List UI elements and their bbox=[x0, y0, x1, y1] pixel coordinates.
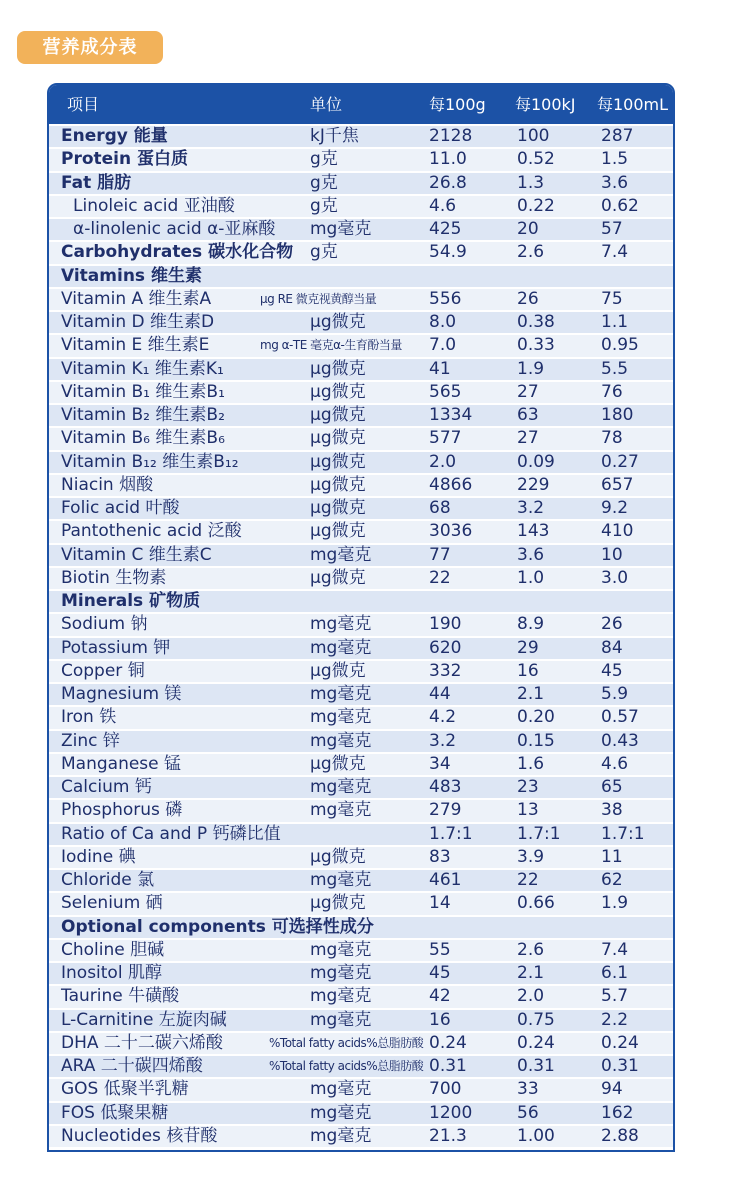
row-value-per-100kj: 0.15 bbox=[517, 730, 555, 751]
row-value-per-100g: 4866 bbox=[429, 474, 473, 495]
table-row bbox=[49, 963, 673, 984]
table-row bbox=[49, 777, 673, 798]
row-value-per-100g: 41 bbox=[429, 358, 451, 379]
row-name: ARA 二十碳四烯酸 bbox=[61, 1056, 203, 1076]
row-name: Magnesium 镁 bbox=[61, 684, 182, 704]
row-value-per-100g: 565 bbox=[429, 381, 462, 402]
row-value-per-100kj: 229 bbox=[517, 474, 550, 495]
row-value-per-100ml: 657 bbox=[601, 474, 634, 495]
row-value-per-100g: 14 bbox=[429, 893, 451, 914]
nutrition-table bbox=[47, 83, 675, 1152]
header-per-100g: 每100g bbox=[429, 95, 486, 114]
row-value-per-100ml: 0.31 bbox=[601, 1056, 639, 1076]
row-value-per-100g: 620 bbox=[429, 637, 462, 658]
table-row bbox=[49, 1126, 673, 1147]
row-unit: mg毫克 bbox=[310, 1009, 372, 1030]
row-unit: mg毫克 bbox=[310, 730, 372, 751]
row-value-per-100ml: 410 bbox=[601, 521, 634, 542]
table-row bbox=[49, 498, 673, 519]
row-value-per-100kj: 23 bbox=[517, 777, 539, 797]
row-value-per-100ml: 6.1 bbox=[601, 963, 629, 983]
row-value-per-100kj: 56 bbox=[517, 1102, 539, 1123]
table-row bbox=[49, 196, 673, 217]
table-row bbox=[49, 428, 673, 449]
row-value-per-100kj: 0.66 bbox=[517, 893, 555, 914]
table-row bbox=[49, 266, 673, 287]
row-value-per-100kj: 100 bbox=[517, 126, 550, 146]
row-value-per-100ml: 75 bbox=[601, 288, 623, 309]
row-value-per-100kj: 16 bbox=[517, 660, 539, 681]
row-name: Pantothenic acid 泛酸 bbox=[61, 521, 242, 542]
row-value-per-100kj: 0.31 bbox=[517, 1056, 555, 1076]
table-row bbox=[49, 870, 673, 891]
row-value-per-100kj: 1.7:1 bbox=[517, 823, 561, 844]
row-value-per-100g: 2128 bbox=[429, 126, 473, 146]
row-unit: mg毫克 bbox=[310, 1125, 372, 1146]
row-name: Linoleic acid 亚油酸 bbox=[73, 195, 235, 216]
row-value-per-100g: 483 bbox=[429, 777, 462, 797]
row-name: Vitamin B₂ 维生素B₂ bbox=[61, 405, 225, 425]
table-row bbox=[49, 824, 673, 845]
row-value-per-100ml: 62 bbox=[601, 870, 623, 890]
row-value-per-100kj: 0.24 bbox=[517, 1032, 555, 1053]
row-unit: μg微克 bbox=[310, 521, 366, 542]
row-unit: μg微克 bbox=[310, 381, 366, 402]
row-value-per-100ml: 10 bbox=[601, 544, 623, 565]
row-unit: μg微克 bbox=[310, 405, 366, 425]
row-value-per-100g: 279 bbox=[429, 800, 462, 821]
row-value-per-100kj: 1.0 bbox=[517, 567, 545, 588]
row-value-per-100g: 4.2 bbox=[429, 707, 457, 728]
table-row bbox=[49, 614, 673, 635]
row-value-per-100g: 425 bbox=[429, 219, 462, 239]
row-unit: mg毫克 bbox=[310, 800, 372, 821]
row-unit: μg微克 bbox=[310, 753, 366, 774]
row-value-per-100ml: 65 bbox=[601, 777, 623, 797]
row-unit: μg微克 bbox=[310, 474, 366, 495]
table-row bbox=[49, 452, 673, 473]
row-value-per-100ml: 0.27 bbox=[601, 451, 639, 472]
row-value-per-100g: 0.24 bbox=[429, 1032, 467, 1053]
row-unit: μg微克 bbox=[310, 428, 366, 449]
table-row bbox=[49, 940, 673, 961]
row-unit: mg α-TE 毫克α-生育酚当量 bbox=[260, 338, 402, 353]
table-row bbox=[49, 638, 673, 659]
row-unit: mg毫克 bbox=[310, 963, 372, 983]
header-unit: 单位 bbox=[310, 95, 343, 114]
row-value-per-100ml: 78 bbox=[601, 428, 623, 449]
row-unit: μg微克 bbox=[310, 358, 366, 379]
table-row bbox=[49, 545, 673, 566]
row-name: Nucleotides 核苷酸 bbox=[61, 1125, 218, 1146]
row-value-per-100ml: 180 bbox=[601, 405, 634, 425]
row-value-per-100g: 556 bbox=[429, 288, 462, 309]
row-unit: mg毫克 bbox=[310, 707, 372, 728]
row-value-per-100ml: 45 bbox=[601, 660, 623, 681]
row-name: Folic acid 叶酸 bbox=[61, 498, 180, 518]
row-value-per-100kj: 0.22 bbox=[517, 195, 555, 216]
table-row bbox=[49, 1033, 673, 1054]
row-name: Ratio of Ca and P 钙磷比值 bbox=[61, 823, 281, 844]
table-row bbox=[49, 591, 673, 612]
row-name: Vitamins 维生素 bbox=[61, 265, 202, 286]
row-name: Optional components 可选择性成分 bbox=[61, 916, 374, 937]
row-name: Vitamin B₁ 维生素B₁ bbox=[61, 381, 225, 402]
row-value-per-100g: 1334 bbox=[429, 405, 473, 425]
row-unit: g克 bbox=[310, 149, 338, 170]
row-value-per-100kj: 26 bbox=[517, 288, 539, 309]
row-unit: mg毫克 bbox=[310, 544, 372, 565]
table-row bbox=[49, 1079, 673, 1100]
row-unit: μg微克 bbox=[310, 567, 366, 588]
row-value-per-100kj: 3.9 bbox=[517, 846, 545, 867]
row-value-per-100g: 68 bbox=[429, 498, 451, 518]
row-value-per-100g: 2.0 bbox=[429, 451, 457, 472]
row-value-per-100kj: 0.52 bbox=[517, 149, 555, 170]
row-value-per-100ml: 76 bbox=[601, 381, 623, 402]
row-value-per-100ml: 9.2 bbox=[601, 498, 629, 518]
row-name: Vitamin E 维生素E bbox=[61, 335, 210, 356]
row-name: Biotin 生物素 bbox=[61, 567, 167, 588]
row-unit: mg毫克 bbox=[310, 637, 372, 658]
row-value-per-100kj: 63 bbox=[517, 405, 539, 425]
row-unit: g克 bbox=[310, 242, 338, 263]
table-row bbox=[49, 126, 673, 147]
row-value-per-100g: 190 bbox=[429, 614, 462, 635]
table-row bbox=[49, 335, 673, 356]
row-value-per-100kj: 13 bbox=[517, 800, 539, 821]
row-unit: μg微克 bbox=[310, 451, 366, 472]
table-row bbox=[49, 242, 673, 263]
row-name: Zinc 锌 bbox=[61, 730, 120, 751]
row-value-per-100ml: 3.0 bbox=[601, 567, 629, 588]
row-unit: μg微克 bbox=[310, 893, 366, 914]
table-row bbox=[49, 149, 673, 170]
row-unit: %Total fatty acids%总脂肪酸 bbox=[269, 1035, 424, 1050]
table-row bbox=[49, 917, 673, 938]
row-value-per-100kj: 29 bbox=[517, 637, 539, 658]
row-value-per-100ml: 84 bbox=[601, 637, 623, 658]
row-value-per-100kj: 2.1 bbox=[517, 684, 545, 704]
row-name: Inositol 肌醇 bbox=[61, 963, 162, 983]
table-row bbox=[49, 359, 673, 380]
row-value-per-100ml: 0.95 bbox=[601, 335, 639, 356]
row-name: Copper 铜 bbox=[61, 660, 145, 681]
row-value-per-100kj: 0.38 bbox=[517, 312, 555, 332]
row-value-per-100ml: 287 bbox=[601, 126, 634, 146]
row-name: Vitamin B₆ 维生素B₆ bbox=[61, 428, 225, 449]
row-value-per-100kj: 2.6 bbox=[517, 242, 545, 263]
row-name: Energy 能量 bbox=[61, 126, 168, 146]
row-unit: μg RE 微克视黄醇当量 bbox=[260, 291, 377, 306]
row-value-per-100g: 22 bbox=[429, 567, 451, 588]
row-value-per-100ml: 0.43 bbox=[601, 730, 639, 751]
header-per-100kj: 每100kJ bbox=[515, 95, 576, 114]
table-row bbox=[49, 382, 673, 403]
row-unit: %Total fatty acids%总脂肪酸 bbox=[269, 1059, 424, 1073]
table-row bbox=[49, 731, 673, 752]
row-value-per-100g: 11.0 bbox=[429, 149, 467, 170]
table-row bbox=[49, 405, 673, 426]
row-name: Selenium 硒 bbox=[61, 893, 163, 914]
table-row bbox=[49, 661, 673, 682]
table-row bbox=[49, 847, 673, 868]
row-value-per-100ml: 1.1 bbox=[601, 312, 629, 332]
row-unit: μg微克 bbox=[310, 660, 366, 681]
row-name: Calcium 钙 bbox=[61, 777, 152, 797]
row-value-per-100ml: 5.7 bbox=[601, 986, 629, 1007]
row-value-per-100ml: 38 bbox=[601, 800, 623, 821]
row-unit: g克 bbox=[310, 195, 338, 216]
table-row bbox=[49, 754, 673, 775]
row-value-per-100g: 3036 bbox=[429, 521, 473, 542]
row-name: Vitamin C 维生素C bbox=[61, 544, 212, 565]
row-value-per-100ml: 1.5 bbox=[601, 149, 629, 170]
row-name: Niacin 烟酸 bbox=[61, 474, 154, 495]
row-unit: kJ千焦 bbox=[310, 126, 359, 146]
table-row bbox=[49, 1056, 673, 1077]
table-row bbox=[49, 219, 673, 240]
row-value-per-100g: 54.9 bbox=[429, 242, 467, 263]
table-row bbox=[49, 312, 673, 333]
row-value-per-100kj: 1.6 bbox=[517, 753, 545, 774]
row-value-per-100g: 45 bbox=[429, 963, 451, 983]
table-row bbox=[49, 986, 673, 1007]
row-value-per-100g: 461 bbox=[429, 870, 462, 890]
row-unit: mg毫克 bbox=[310, 614, 372, 635]
row-unit: mg毫克 bbox=[310, 219, 372, 239]
row-value-per-100ml: 1.7:1 bbox=[601, 823, 645, 844]
row-value-per-100g: 26.8 bbox=[429, 172, 467, 193]
row-name: GOS 低聚半乳糖 bbox=[61, 1079, 189, 1100]
table-row bbox=[49, 893, 673, 914]
row-name: Manganese 锰 bbox=[61, 753, 182, 774]
row-value-per-100ml: 0.62 bbox=[601, 195, 639, 216]
row-value-per-100ml: 1.9 bbox=[601, 893, 629, 914]
row-name: L-Carnitine 左旋肉碱 bbox=[61, 1009, 227, 1030]
row-value-per-100kj: 0.33 bbox=[517, 335, 555, 356]
row-unit: mg毫克 bbox=[310, 1102, 372, 1123]
row-value-per-100ml: 7.4 bbox=[601, 939, 629, 960]
table-row bbox=[49, 475, 673, 496]
row-name: Iodine 碘 bbox=[61, 846, 136, 867]
row-value-per-100g: 34 bbox=[429, 753, 451, 774]
table-row bbox=[49, 173, 673, 194]
row-unit: μg微克 bbox=[310, 312, 366, 332]
row-name: Carbohydrates 碳水化合物 bbox=[61, 242, 294, 263]
row-name: Minerals 矿物质 bbox=[61, 591, 201, 611]
table-row bbox=[49, 521, 673, 542]
row-name: Chloride 氯 bbox=[61, 870, 155, 890]
row-value-per-100ml: 5.5 bbox=[601, 358, 629, 379]
row-name: Vitamin D 维生素D bbox=[61, 312, 215, 332]
row-value-per-100g: 700 bbox=[429, 1079, 462, 1100]
row-value-per-100kj: 8.9 bbox=[517, 614, 545, 635]
row-value-per-100ml: 7.4 bbox=[601, 242, 629, 263]
row-value-per-100kj: 2.0 bbox=[517, 986, 545, 1007]
table-row bbox=[49, 568, 673, 589]
row-name: Fat 脂肪 bbox=[61, 172, 132, 193]
table-row bbox=[49, 289, 673, 310]
row-value-per-100ml: 4.6 bbox=[601, 753, 629, 774]
row-unit: mg毫克 bbox=[310, 777, 372, 797]
header-per-100ml: 每100mL bbox=[597, 95, 669, 114]
row-value-per-100ml: 11 bbox=[601, 846, 623, 867]
row-value-per-100kj: 3.2 bbox=[517, 498, 545, 518]
row-value-per-100ml: 3.6 bbox=[601, 172, 629, 193]
row-name: Vitamin A 维生素A bbox=[61, 288, 212, 309]
row-value-per-100kj: 33 bbox=[517, 1079, 539, 1100]
table-row bbox=[49, 684, 673, 705]
row-name: Choline 胆碱 bbox=[61, 939, 165, 960]
row-value-per-100g: 4.6 bbox=[429, 195, 457, 216]
row-unit: mg毫克 bbox=[310, 684, 372, 704]
row-value-per-100g: 42 bbox=[429, 986, 451, 1007]
row-unit: μg微克 bbox=[310, 846, 366, 867]
row-value-per-100g: 1.7:1 bbox=[429, 823, 473, 844]
row-value-per-100g: 21.3 bbox=[429, 1125, 467, 1146]
row-value-per-100kj: 22 bbox=[517, 870, 539, 890]
row-name: Taurine 牛磺酸 bbox=[61, 986, 180, 1007]
row-value-per-100ml: 162 bbox=[601, 1102, 634, 1123]
table-row bbox=[49, 707, 673, 728]
row-unit: g克 bbox=[310, 172, 338, 193]
row-value-per-100g: 55 bbox=[429, 939, 451, 960]
row-value-per-100kj: 1.3 bbox=[517, 172, 545, 193]
row-value-per-100g: 16 bbox=[429, 1009, 451, 1030]
row-name: Phosphorus 磷 bbox=[61, 800, 183, 821]
row-value-per-100g: 0.31 bbox=[429, 1056, 467, 1076]
row-value-per-100kj: 20 bbox=[517, 219, 539, 239]
row-value-per-100g: 1200 bbox=[429, 1102, 473, 1123]
row-value-per-100g: 332 bbox=[429, 660, 462, 681]
row-value-per-100g: 3.2 bbox=[429, 730, 457, 751]
row-unit: mg毫克 bbox=[310, 939, 372, 960]
row-value-per-100g: 577 bbox=[429, 428, 462, 449]
table-row bbox=[49, 800, 673, 821]
row-value-per-100kj: 0.75 bbox=[517, 1009, 555, 1030]
row-value-per-100g: 77 bbox=[429, 544, 451, 565]
row-value-per-100kj: 2.1 bbox=[517, 963, 545, 983]
row-name: Vitamin B₁₂ 维生素B₁₂ bbox=[61, 451, 239, 472]
table-row bbox=[49, 1010, 673, 1031]
table-header bbox=[49, 85, 673, 124]
row-name: α-linolenic acid α-亚麻酸 bbox=[73, 219, 276, 239]
row-value-per-100ml: 26 bbox=[601, 614, 623, 635]
row-value-per-100ml: 2.88 bbox=[601, 1125, 639, 1146]
row-value-per-100kj: 27 bbox=[517, 428, 539, 449]
row-value-per-100ml: 0.24 bbox=[601, 1032, 639, 1053]
row-value-per-100ml: 2.2 bbox=[601, 1009, 629, 1030]
row-unit: μg微克 bbox=[310, 498, 366, 518]
row-value-per-100ml: 94 bbox=[601, 1079, 623, 1100]
row-value-per-100g: 7.0 bbox=[429, 335, 457, 356]
row-value-per-100ml: 0.57 bbox=[601, 707, 639, 728]
row-value-per-100ml: 5.9 bbox=[601, 684, 629, 704]
row-value-per-100g: 8.0 bbox=[429, 312, 457, 332]
row-name: Protein 蛋白质 bbox=[61, 149, 189, 170]
row-value-per-100g: 44 bbox=[429, 684, 451, 704]
row-value-per-100kj: 3.6 bbox=[517, 544, 545, 565]
row-name: Iron 铁 bbox=[61, 707, 117, 728]
row-value-per-100g: 83 bbox=[429, 846, 451, 867]
section-title-badge: 营养成分表 bbox=[17, 31, 163, 64]
table-row bbox=[49, 1103, 673, 1124]
row-value-per-100ml: 57 bbox=[601, 219, 623, 239]
row-name: DHA 二十二碳六烯酸 bbox=[61, 1032, 223, 1053]
row-name: Sodium 钠 bbox=[61, 614, 148, 635]
header-item: 项目 bbox=[67, 95, 100, 114]
row-value-per-100kj: 2.6 bbox=[517, 939, 545, 960]
row-value-per-100kj: 0.20 bbox=[517, 707, 555, 728]
table-body bbox=[49, 126, 673, 1149]
row-name: FOS 低聚果糖 bbox=[61, 1102, 169, 1123]
row-unit: mg毫克 bbox=[310, 986, 372, 1007]
row-value-per-100kj: 143 bbox=[517, 521, 550, 542]
row-unit: mg毫克 bbox=[310, 1079, 372, 1100]
row-value-per-100kj: 1.9 bbox=[517, 358, 545, 379]
row-name: Potassium 钾 bbox=[61, 637, 171, 658]
row-value-per-100kj: 1.00 bbox=[517, 1125, 555, 1146]
row-name: Vitamin K₁ 维生素K₁ bbox=[61, 358, 224, 379]
row-value-per-100kj: 0.09 bbox=[517, 451, 555, 472]
row-value-per-100kj: 27 bbox=[517, 381, 539, 402]
row-unit: mg毫克 bbox=[310, 870, 372, 890]
